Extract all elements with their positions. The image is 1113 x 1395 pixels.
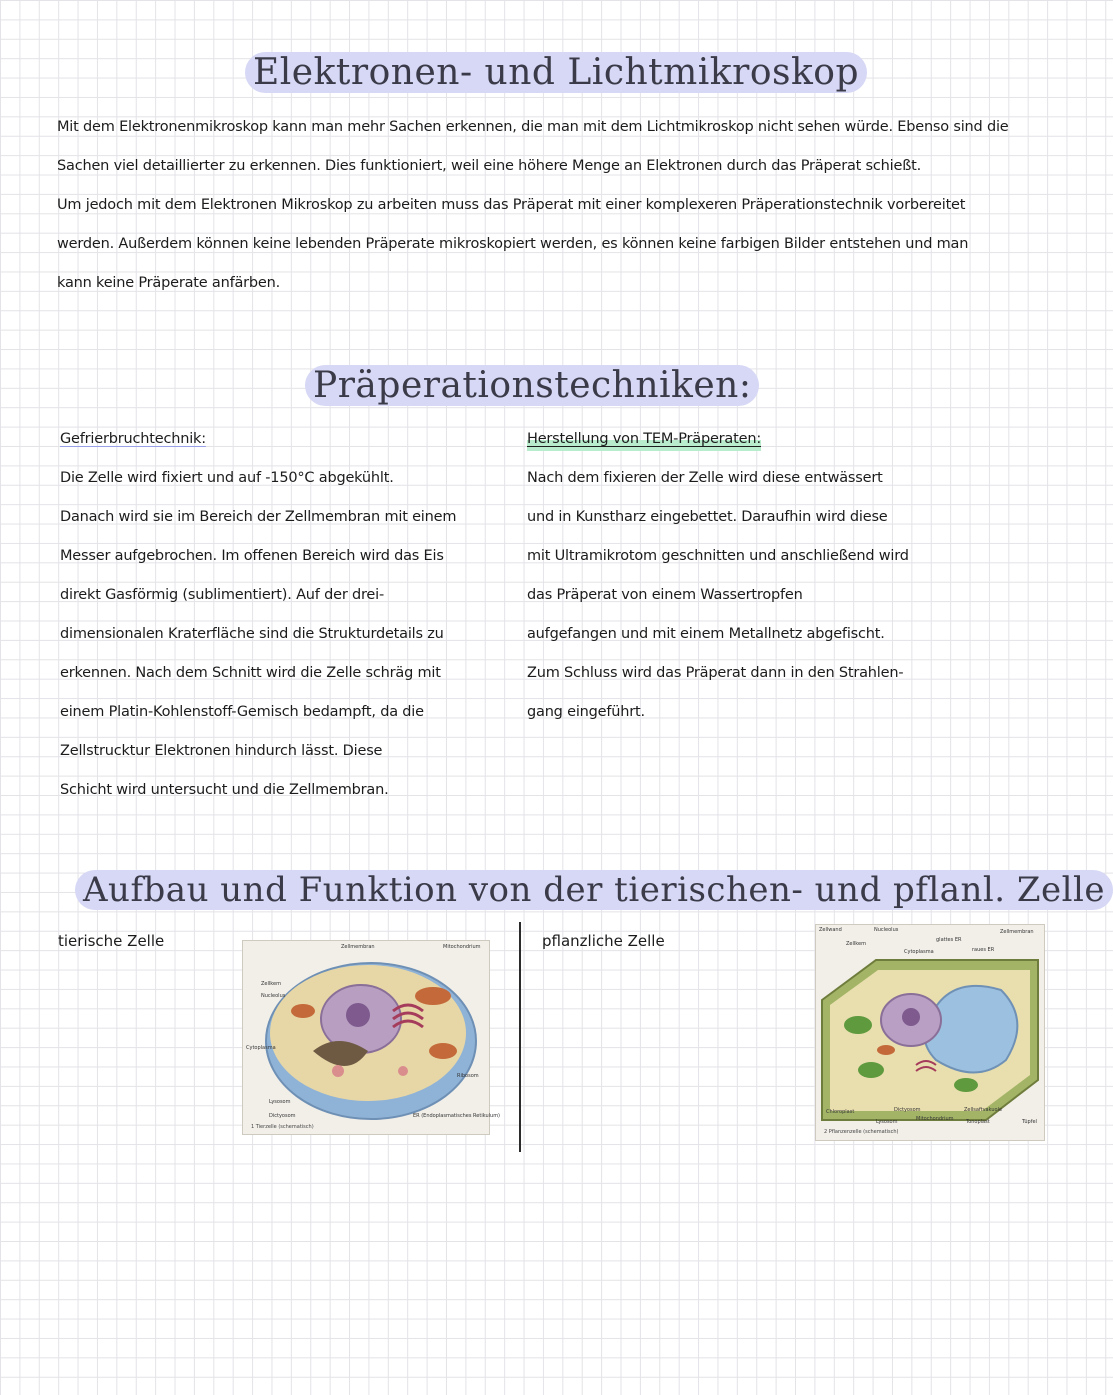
text-line: Mit dem Elektronenmikroskop kann man mehr Sachen erkennen, die man mit dem Lichtmikroskop nicht sehen würde. Ebenso sind die <box>57 119 1009 135</box>
figure-label: Cytoplasma <box>246 1045 276 1051</box>
text-line: gang eingeführt. <box>527 704 645 720</box>
text-line: erkennen. Nach dem Schnitt wird die Zelle schräg mit <box>60 665 441 681</box>
text-line: Danach wird sie im Bereich der Zellmembran mit einem <box>60 509 457 525</box>
figure-label: ER (Endoplasmatisches Retikulum) <box>413 1113 501 1119</box>
text-line: mit Ultramikrotom geschnitten und anschließend wird <box>527 548 909 564</box>
animal-cell-label: tierische Zelle <box>58 932 165 950</box>
heading-microscopes: Elektronen- und Lichtmikroskop <box>245 52 867 93</box>
heading-cell-structure: Aufbau und Funktion von der tierischen- und pflanl. Zelle <box>75 870 1113 910</box>
figure-label: Lysosom <box>876 1119 898 1125</box>
text-line: Zellstrucktur Elektronen hindurch lässt. Diese <box>60 743 383 759</box>
text-line: dimensionalen Kraterfläche sind die Strukturdetails zu <box>60 626 444 642</box>
text-line: werden. Außerdem können keine lebenden Präperate mikroskopiert werden, es können keine farbigen Bilder entstehen und man <box>57 236 969 252</box>
subtitle-tem-preparation: Herstellung von TEM-Präperaten: <box>527 427 761 451</box>
text-line: Zum Schluss wird das Präperat dann in den Strahlen- <box>527 665 904 681</box>
figure-caption: 2 Pflanzenzelle (schematisch) <box>824 1129 899 1135</box>
figure-label: Chloroplast <box>826 1109 855 1115</box>
plant-cell-illustration <box>816 925 1044 1140</box>
figure-label: Tonoplast <box>966 1119 990 1125</box>
text-line: Schicht wird untersucht und die Zellmembran. <box>60 782 389 798</box>
text-line: kann keine Präperate anfärben. <box>57 275 281 291</box>
text-line: Messer aufgebrochen. Im offenen Bereich wird das Eis <box>60 548 444 564</box>
figure-label: Mitochondrium <box>916 1116 954 1122</box>
figure-label: Zellkern <box>261 981 282 987</box>
figure-label: Dictyosom <box>269 1113 296 1119</box>
figure-label: glattes ER <box>936 937 962 943</box>
figure-label: Nucleolus <box>874 927 899 933</box>
figure-label: Lysosom <box>269 1099 291 1105</box>
figure-label: Mitochondrium <box>443 944 481 950</box>
plant-cell-label: pflanzliche Zelle <box>542 932 665 950</box>
figure-label: Zellmembran <box>1000 929 1034 935</box>
figure-label: Cytoplasma <box>904 949 934 955</box>
freeze-fracture-column <box>60 420 490 810</box>
figure-label: Ribosom <box>457 1073 479 1079</box>
text-line: aufgefangen und mit einem Metallnetz abgefischt. <box>527 626 885 642</box>
figure-label: Zellwand <box>819 927 842 933</box>
text-line: Die Zelle wird fixiert und auf -150°C abgekühlt. <box>60 470 394 486</box>
figure-caption: 1 Tierzelle (schematisch) <box>251 1124 314 1130</box>
text-line: Um jedoch mit dem Elektronen Mikroskop zu arbeiten muss das Präperat mit einer komplexeren Präperationstechnik vorbereitet <box>57 197 966 213</box>
text-line: das Präperat von einem Wassertropfen <box>527 587 803 603</box>
column-divider <box>519 922 521 1152</box>
figure-label: Dictyosom <box>894 1107 921 1113</box>
text-line: und in Kunstharz eingebettet. Daraufhin wird diese <box>527 509 888 525</box>
text-line: Sachen viel detaillierter zu erkennen. Dies funktioniert, weil eine höhere Menge an Elektronen durch das Präperat schießt. <box>57 158 922 174</box>
figure-label: Zellsaftvakuole <box>964 1107 1003 1113</box>
animal-cell-illustration <box>243 941 489 1134</box>
tem-preparation-column <box>527 420 957 732</box>
figure-label: Zellmembran <box>341 944 375 950</box>
text-line: direkt Gasförmig (sublimentiert). Auf der drei- <box>60 587 385 603</box>
heading-preparation-techniques: Präperationstechniken: <box>305 365 759 406</box>
plant-cell-diagram <box>815 924 1045 1141</box>
animal-cell-diagram <box>242 940 501 1135</box>
figure-label: Nucleolus <box>261 993 286 999</box>
text-line: Nach dem fixieren der Zelle wird diese entwässert <box>527 470 883 486</box>
figure-label: Tüpfel <box>1022 1119 1037 1125</box>
figure-label: raues ER <box>972 947 995 953</box>
text-line: einem Platin-Kohlenstoff-Gemisch bedampft, da die <box>60 704 424 720</box>
subtitle-freeze-fracture: Gefrierbruchtechnik: <box>60 431 206 447</box>
figure-label: Zellkern <box>846 941 867 947</box>
intro-paragraph <box>57 108 1032 303</box>
